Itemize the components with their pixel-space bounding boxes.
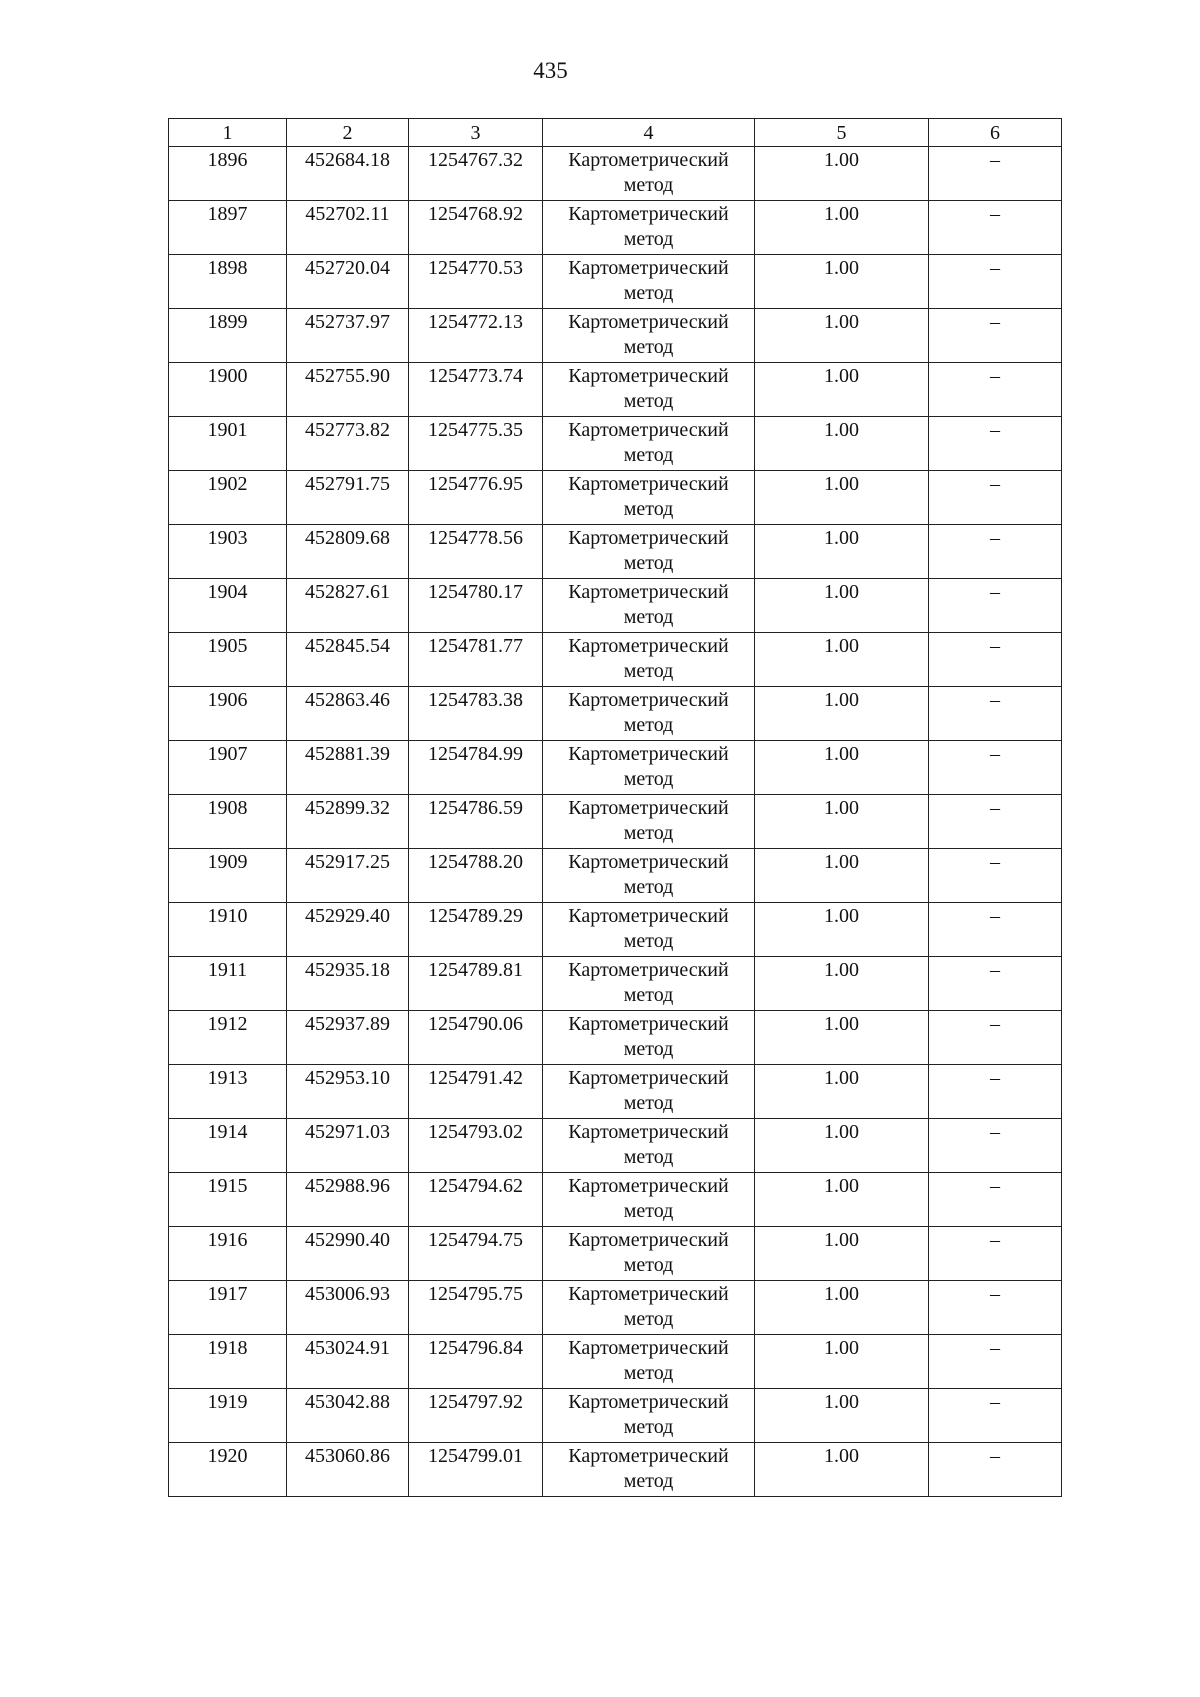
method-cell: Картометрический метод	[543, 1227, 755, 1281]
method-cell: Картометрический метод	[543, 1065, 755, 1119]
x-coordinate-cell: 452953.10	[287, 1065, 409, 1119]
x-coordinate-cell: 452737.97	[287, 309, 409, 363]
y-coordinate-cell: 1254768.92	[409, 201, 543, 255]
point-number-cell: 1913	[169, 1065, 287, 1119]
x-coordinate-cell: 452990.40	[287, 1227, 409, 1281]
y-coordinate-cell: 1254784.99	[409, 741, 543, 795]
accuracy-cell: 1.00	[755, 363, 929, 417]
y-coordinate-cell: 1254772.13	[409, 309, 543, 363]
point-number-cell: 1897	[169, 201, 287, 255]
table-row	[169, 1011, 1062, 1065]
point-number-cell: 1916	[169, 1227, 287, 1281]
header-row	[169, 119, 1062, 147]
x-coordinate-cell: 452988.96	[287, 1173, 409, 1227]
table-row	[169, 1335, 1062, 1389]
method-cell: Картометрический метод	[543, 579, 755, 633]
accuracy-cell: 1.00	[755, 525, 929, 579]
table-row	[169, 471, 1062, 525]
accuracy-cell: 1.00	[755, 255, 929, 309]
note-cell: –	[929, 1173, 1062, 1227]
point-number-cell: 1914	[169, 1119, 287, 1173]
note-cell: –	[929, 363, 1062, 417]
accuracy-cell: 1.00	[755, 309, 929, 363]
note-cell: –	[929, 579, 1062, 633]
column-header: 3	[409, 119, 543, 147]
y-coordinate-cell: 1254773.74	[409, 363, 543, 417]
y-coordinate-cell: 1254770.53	[409, 255, 543, 309]
accuracy-cell: 1.00	[755, 1443, 929, 1497]
method-cell: Картометрический метод	[543, 147, 755, 201]
point-number-cell: 1911	[169, 957, 287, 1011]
note-cell: –	[929, 1011, 1062, 1065]
accuracy-cell: 1.00	[755, 1011, 929, 1065]
note-cell: –	[929, 849, 1062, 903]
method-cell: Картометрический метод	[543, 741, 755, 795]
x-coordinate-cell: 453024.91	[287, 1335, 409, 1389]
note-cell: –	[929, 1281, 1062, 1335]
note-cell: –	[929, 1335, 1062, 1389]
note-cell: –	[929, 417, 1062, 471]
x-coordinate-cell: 452827.61	[287, 579, 409, 633]
column-header: 6	[929, 119, 1062, 147]
method-cell: Картометрический метод	[543, 525, 755, 579]
x-coordinate-cell: 452702.11	[287, 201, 409, 255]
point-number-cell: 1918	[169, 1335, 287, 1389]
y-coordinate-cell: 1254789.81	[409, 957, 543, 1011]
point-number-cell: 1909	[169, 849, 287, 903]
column-header: 5	[755, 119, 929, 147]
y-coordinate-cell: 1254797.92	[409, 1389, 543, 1443]
note-cell: –	[929, 1443, 1062, 1497]
method-cell: Картометрический метод	[543, 471, 755, 525]
x-coordinate-cell: 453042.88	[287, 1389, 409, 1443]
accuracy-cell: 1.00	[755, 471, 929, 525]
column-header: 2	[287, 119, 409, 147]
column-header: 4	[543, 119, 755, 147]
accuracy-cell: 1.00	[755, 1065, 929, 1119]
table-row	[169, 903, 1062, 957]
method-cell: Картометрический метод	[543, 255, 755, 309]
y-coordinate-cell: 1254796.84	[409, 1335, 543, 1389]
x-coordinate-cell: 452929.40	[287, 903, 409, 957]
x-coordinate-cell: 452720.04	[287, 255, 409, 309]
accuracy-cell: 1.00	[755, 1119, 929, 1173]
y-coordinate-cell: 1254780.17	[409, 579, 543, 633]
accuracy-cell: 1.00	[755, 849, 929, 903]
note-cell: –	[929, 795, 1062, 849]
table-row	[169, 147, 1062, 201]
accuracy-cell: 1.00	[755, 957, 929, 1011]
x-coordinate-cell: 452863.46	[287, 687, 409, 741]
table-row	[169, 849, 1062, 903]
method-cell: Картометрический метод	[543, 1389, 755, 1443]
note-cell: –	[929, 147, 1062, 201]
note-cell: –	[929, 903, 1062, 957]
table-row	[169, 741, 1062, 795]
y-coordinate-cell: 1254781.77	[409, 633, 543, 687]
method-cell: Картометрический метод	[543, 1173, 755, 1227]
point-number-cell: 1904	[169, 579, 287, 633]
point-number-cell: 1902	[169, 471, 287, 525]
table-row	[169, 795, 1062, 849]
point-number-cell: 1920	[169, 1443, 287, 1497]
method-cell: Картометрический метод	[543, 633, 755, 687]
x-coordinate-cell: 453060.86	[287, 1443, 409, 1497]
accuracy-cell: 1.00	[755, 1173, 929, 1227]
accuracy-cell: 1.00	[755, 1281, 929, 1335]
note-cell: –	[929, 1065, 1062, 1119]
method-cell: Картометрический метод	[543, 903, 755, 957]
point-number-cell: 1910	[169, 903, 287, 957]
x-coordinate-cell: 452935.18	[287, 957, 409, 1011]
table-row	[169, 957, 1062, 1011]
y-coordinate-cell: 1254786.59	[409, 795, 543, 849]
point-number-cell: 1903	[169, 525, 287, 579]
y-coordinate-cell: 1254791.42	[409, 1065, 543, 1119]
x-coordinate-cell: 452809.68	[287, 525, 409, 579]
x-coordinate-cell: 452773.82	[287, 417, 409, 471]
table-row	[169, 525, 1062, 579]
method-cell: Картометрический метод	[543, 363, 755, 417]
accuracy-cell: 1.00	[755, 633, 929, 687]
page-number: 435	[533, 58, 568, 83]
note-cell: –	[929, 471, 1062, 525]
accuracy-cell: 1.00	[755, 903, 929, 957]
accuracy-cell: 1.00	[755, 417, 929, 471]
method-cell: Картометрический метод	[543, 1011, 755, 1065]
y-coordinate-cell: 1254776.95	[409, 471, 543, 525]
method-cell: Картометрический метод	[543, 1119, 755, 1173]
point-number-cell: 1915	[169, 1173, 287, 1227]
table-row	[169, 1281, 1062, 1335]
table-row	[169, 1227, 1062, 1281]
table-body	[169, 147, 1062, 1497]
x-coordinate-cell: 452917.25	[287, 849, 409, 903]
y-coordinate-cell: 1254778.56	[409, 525, 543, 579]
y-coordinate-cell: 1254775.35	[409, 417, 543, 471]
point-number-cell: 1898	[169, 255, 287, 309]
note-cell: –	[929, 741, 1062, 795]
point-number-cell: 1899	[169, 309, 287, 363]
x-coordinate-cell: 452845.54	[287, 633, 409, 687]
column-header: 1	[169, 119, 287, 147]
method-cell: Картометрический метод	[543, 957, 755, 1011]
method-cell: Картометрический метод	[543, 417, 755, 471]
note-cell: –	[929, 687, 1062, 741]
table-row	[169, 201, 1062, 255]
accuracy-cell: 1.00	[755, 687, 929, 741]
table-row	[169, 687, 1062, 741]
method-cell: Картометрический метод	[543, 687, 755, 741]
note-cell: –	[929, 1119, 1062, 1173]
point-number-cell: 1917	[169, 1281, 287, 1335]
note-cell: –	[929, 957, 1062, 1011]
y-coordinate-cell: 1254794.75	[409, 1227, 543, 1281]
y-coordinate-cell: 1254793.02	[409, 1119, 543, 1173]
coordinates-table	[168, 118, 1062, 1497]
table-row	[169, 579, 1062, 633]
accuracy-cell: 1.00	[755, 1335, 929, 1389]
point-number-cell: 1906	[169, 687, 287, 741]
y-coordinate-cell: 1254799.01	[409, 1443, 543, 1497]
note-cell: –	[929, 1227, 1062, 1281]
table-row	[169, 1119, 1062, 1173]
y-coordinate-cell: 1254790.06	[409, 1011, 543, 1065]
x-coordinate-cell: 452937.89	[287, 1011, 409, 1065]
y-coordinate-cell: 1254767.32	[409, 147, 543, 201]
point-number-cell: 1907	[169, 741, 287, 795]
point-number-cell: 1905	[169, 633, 287, 687]
y-coordinate-cell: 1254795.75	[409, 1281, 543, 1335]
note-cell: –	[929, 525, 1062, 579]
y-coordinate-cell: 1254788.20	[409, 849, 543, 903]
accuracy-cell: 1.00	[755, 147, 929, 201]
x-coordinate-cell: 452684.18	[287, 147, 409, 201]
accuracy-cell: 1.00	[755, 1227, 929, 1281]
point-number-cell: 1912	[169, 1011, 287, 1065]
method-cell: Картометрический метод	[543, 795, 755, 849]
accuracy-cell: 1.00	[755, 1389, 929, 1443]
method-cell: Картометрический метод	[543, 201, 755, 255]
table-row	[169, 255, 1062, 309]
accuracy-cell: 1.00	[755, 741, 929, 795]
y-coordinate-cell: 1254789.29	[409, 903, 543, 957]
table-row	[169, 1443, 1062, 1497]
note-cell: –	[929, 201, 1062, 255]
accuracy-cell: 1.00	[755, 579, 929, 633]
method-cell: Картометрический метод	[543, 1335, 755, 1389]
point-number-cell: 1901	[169, 417, 287, 471]
table-row	[169, 309, 1062, 363]
point-number-cell: 1919	[169, 1389, 287, 1443]
x-coordinate-cell: 452881.39	[287, 741, 409, 795]
accuracy-cell: 1.00	[755, 201, 929, 255]
note-cell: –	[929, 255, 1062, 309]
method-cell: Картометрический метод	[543, 849, 755, 903]
method-cell: Картометрический метод	[543, 1443, 755, 1497]
accuracy-cell: 1.00	[755, 795, 929, 849]
table-row	[169, 417, 1062, 471]
y-coordinate-cell: 1254783.38	[409, 687, 543, 741]
table-row	[169, 1065, 1062, 1119]
x-coordinate-cell: 453006.93	[287, 1281, 409, 1335]
y-coordinate-cell: 1254794.62	[409, 1173, 543, 1227]
note-cell: –	[929, 633, 1062, 687]
x-coordinate-cell: 452755.90	[287, 363, 409, 417]
table-row	[169, 1389, 1062, 1443]
table-row	[169, 633, 1062, 687]
x-coordinate-cell: 452899.32	[287, 795, 409, 849]
note-cell: –	[929, 309, 1062, 363]
point-number-cell: 1908	[169, 795, 287, 849]
table-row	[169, 1173, 1062, 1227]
table-row	[169, 363, 1062, 417]
note-cell: –	[929, 1389, 1062, 1443]
method-cell: Картометрический метод	[543, 309, 755, 363]
method-cell: Картометрический метод	[543, 1281, 755, 1335]
x-coordinate-cell: 452791.75	[287, 471, 409, 525]
x-coordinate-cell: 452971.03	[287, 1119, 409, 1173]
point-number-cell: 1896	[169, 147, 287, 201]
point-number-cell: 1900	[169, 363, 287, 417]
